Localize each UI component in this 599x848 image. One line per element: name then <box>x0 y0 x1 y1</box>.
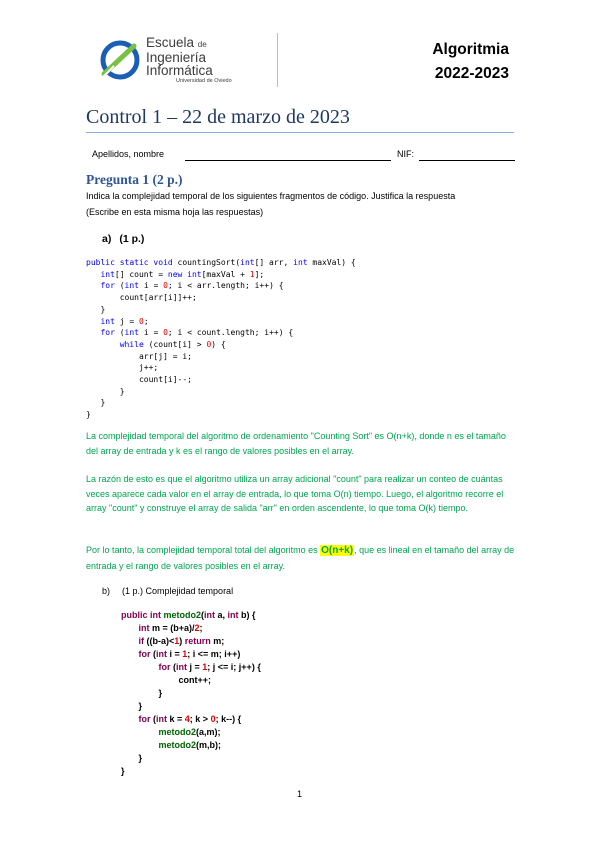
course-year: 2022-2023 <box>434 65 509 82</box>
nif-field[interactable] <box>419 160 515 161</box>
question-instruction: Indica la complejidad temporal de los siguientes fragmentos de código. Justifica la respuesta <box>86 191 456 201</box>
title-divider <box>86 132 514 133</box>
course-title: Algoritmia <box>432 41 509 58</box>
part-a-label: a) <box>102 233 112 245</box>
answer-p3-tail: , que es lineal en el tamaño del array de entrada y el rango de valores posibles en el array. <box>86 545 515 571</box>
part-b-label: b) <box>102 586 111 596</box>
name-label: Apellidos, nombre <box>92 149 165 159</box>
code-block-b: public int metodo2(int a, int b) { int m = (b+a)/2; if ((b-a)<1) return m; for (int i = 1; i <= m; i++) for (int j = 1; j <= i; j++) { cont++; } } for (int k = 4; k > 0; k--) { metodo2(a,m); metodo2(m,b); } } <box>121 610 261 776</box>
nif-label: NIF: <box>397 149 414 159</box>
header-divider <box>277 33 278 87</box>
question-title: Pregunta 1 (2 p.) <box>86 172 183 187</box>
part-a-points: (1 p.) <box>119 233 145 245</box>
answer-paragraph-2: La razón de esto es que el algoritmo utiliza un array adicional "count" para realizar un conteo de cuántas veces aparece cada valor en el array de entrada, lo que toma O(n) tiempo. Luego, el algoritmo recorre el array "count" y construye el array de salida "arr" en orden ascendente, lo que toma O(k) tiempo. <box>86 474 504 514</box>
logo-line1-suffix: de <box>197 40 207 49</box>
logo-line4: Universidad de Oviedo <box>176 78 232 84</box>
answer-paragraph-3 <box>86 543 516 573</box>
logo-line1: Escuela <box>146 35 195 50</box>
course-info <box>432 38 509 86</box>
logo-line3: Informática <box>146 63 213 78</box>
answer-p3-text: Por lo tanto, la complejidad temporal total del algoritmo es <box>86 545 321 555</box>
page-number: 1 <box>297 789 303 799</box>
school-logo-text <box>146 36 232 85</box>
part-b-text: (1 p.) Complejidad temporal <box>122 586 234 596</box>
answer-paragraph-1: La complejidad temporal del algoritmo de ordenamiento "Counting Sort" es O(n+k), donde n es el tamaño del array de entrada y k es el rango de valores posibles en el array. <box>86 431 506 456</box>
name-field[interactable] <box>185 160 391 161</box>
page-title: Control 1 – 22 de marzo de 2023 <box>86 106 350 128</box>
school-logo-icon <box>98 38 142 82</box>
question-instruction-note: (Escribe en esta misma hoja las respuestas) <box>86 207 264 217</box>
code-block-a: public static void countingSort(int[] arr, int maxVal) { int[] count = new int[maxVal + 1]; for (int i = 0; i < arr.length; i++) { count[arr[i]]++; } int j = 0; for (int i = 0; i < count.length; i++) { while (count[i] > 0) { arr[j] = i; j++; count[i]--; } } } <box>86 258 356 420</box>
part-b-heading <box>102 586 233 596</box>
logo-line2: Ingeniería <box>146 50 207 65</box>
answer-highlight: O(n+k) <box>321 545 354 556</box>
part-a-heading <box>102 233 144 245</box>
